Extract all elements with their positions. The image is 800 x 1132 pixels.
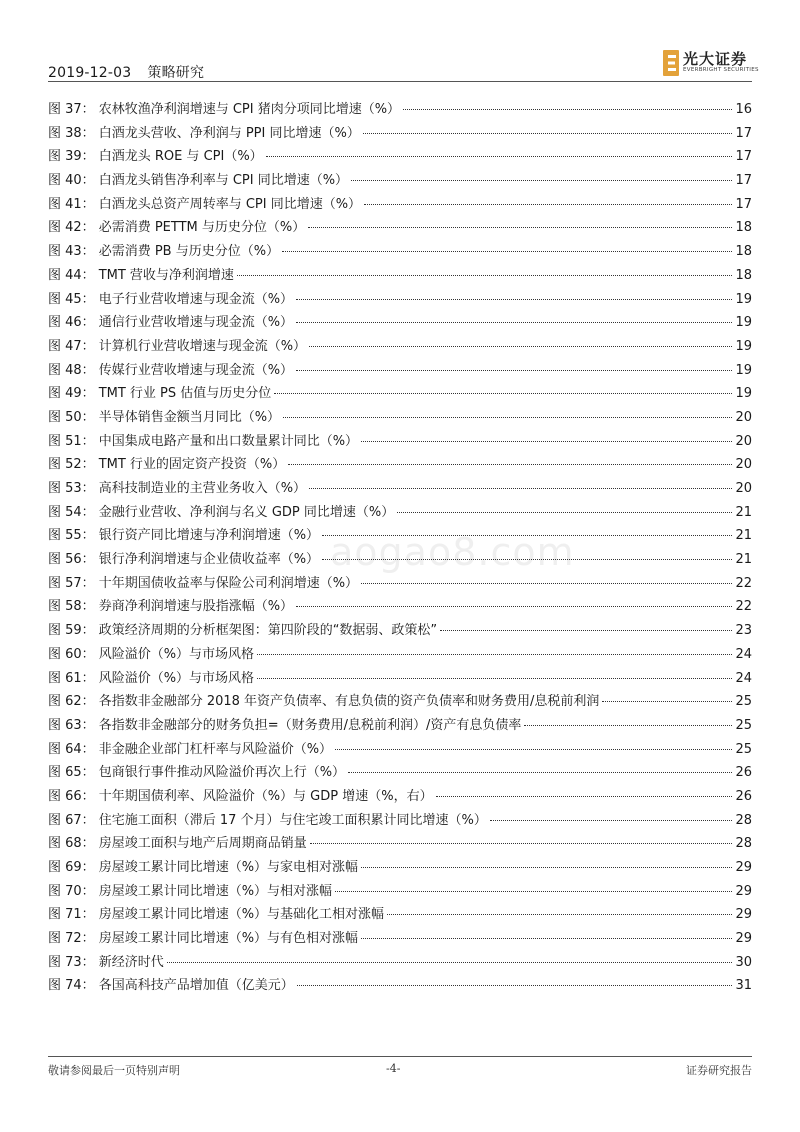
dot-leader — [403, 108, 732, 110]
toc-entry-label — [48, 288, 293, 312]
toc-entry[interactable] — [48, 572, 752, 596]
footer-report-label: 证券研究报告 — [686, 1064, 752, 1077]
toc-entry-label — [48, 477, 306, 501]
figure-title: 包商银行事件推动风险溢价再次上行（%） — [98, 765, 346, 781]
figure-number: 图 62： — [48, 694, 95, 710]
toc-entry-label — [48, 216, 305, 240]
figure-number: 图 53： — [48, 481, 95, 496]
figure-number: 图 66： — [48, 788, 95, 804]
toc-entry-label — [48, 524, 319, 548]
toc-entry[interactable] — [48, 667, 752, 691]
toc-entry-label — [48, 240, 279, 264]
toc-entry-label — [48, 335, 306, 359]
toc-page-number: 17 — [735, 125, 752, 141]
figure-title: 各国高科技产品增加值（亿美元） — [98, 978, 294, 994]
figure-title: 各指数非金融部分的财务负担=（财务费用/息税前利润）/资产有息负债率 — [98, 717, 522, 733]
figure-title: 白酒龙头营收、净利润与 PPI 同比增速（%） — [98, 125, 360, 141]
toc-entry[interactable] — [48, 974, 752, 998]
toc-entry[interactable] — [48, 785, 752, 809]
figure-number: 图 73： — [48, 954, 95, 970]
toc-entry-label — [48, 595, 293, 619]
figure-number: 图 50： — [48, 409, 95, 425]
toc-entry-label — [48, 122, 360, 146]
toc-entry-label — [48, 98, 400, 122]
toc-entry[interactable] — [48, 524, 752, 548]
toc-page-number: 16 — [735, 102, 752, 117]
figure-number: 图 43： — [48, 244, 95, 260]
dot-leader — [436, 795, 733, 797]
toc-entry-label — [48, 619, 437, 643]
figure-title: 房屋竣工累计同比增速（%）与家电相对涨幅 — [98, 860, 359, 875]
toc-entry-label — [48, 264, 234, 288]
dot-leader — [310, 842, 733, 844]
figure-number: 图 72： — [48, 931, 95, 947]
toc-entry-label — [48, 145, 263, 169]
figure-number: 图 52： — [48, 457, 95, 473]
toc-entry[interactable] — [48, 311, 752, 335]
dot-leader — [361, 440, 732, 442]
dot-leader — [297, 984, 733, 986]
dot-leader — [296, 605, 732, 607]
toc-entry-label — [48, 880, 332, 904]
dot-leader — [363, 132, 733, 134]
dot-leader — [322, 534, 732, 536]
toc-entry-label — [48, 382, 271, 406]
toc-entry-label — [48, 927, 358, 951]
figure-title: 房屋竣工累计同比增速（%）与相对涨幅 — [98, 883, 333, 899]
toc-page-number: 29 — [735, 883, 752, 899]
toc-page-number: 30 — [735, 954, 752, 970]
figure-number: 图 40： — [48, 173, 95, 189]
toc-entry[interactable] — [48, 145, 752, 169]
header-divider — [48, 81, 752, 82]
toc-page-number: 19 — [735, 362, 752, 378]
figure-title: 电子行业营收增速与现金流（%） — [98, 291, 294, 307]
figure-number: 图 55： — [48, 528, 95, 544]
toc-entry-label — [48, 501, 394, 525]
figure-number: 图 63： — [48, 717, 95, 733]
figure-number: 图 74： — [48, 978, 95, 994]
figure-number: 图 69： — [48, 860, 95, 875]
toc-entry-label — [48, 761, 345, 785]
figure-title: 中国集成电路产量和出口数量累计同比（%） — [98, 433, 359, 449]
figure-title: 传媒行业营收增速与现金流（%） — [98, 362, 294, 378]
dot-leader — [364, 203, 732, 205]
toc-page-number: 26 — [735, 788, 752, 804]
toc-page-number: 21 — [735, 528, 752, 544]
dot-leader — [361, 582, 732, 584]
dot-leader — [348, 771, 732, 773]
dot-leader — [361, 937, 732, 939]
dot-leader — [361, 866, 732, 868]
dot-leader — [440, 629, 732, 631]
toc-entry-label — [48, 311, 293, 335]
toc-entry[interactable] — [48, 880, 752, 904]
figure-number: 图 46： — [48, 315, 95, 331]
figure-number: 图 45： — [48, 291, 95, 307]
logo-subtitle: EVERBRIGHT SECURITIES — [683, 67, 759, 73]
toc-page-number: 23 — [735, 623, 752, 639]
toc-page-number: 20 — [735, 481, 752, 496]
toc-entry[interactable] — [48, 927, 752, 951]
figure-number: 图 39： — [48, 149, 95, 165]
toc-entry[interactable] — [48, 193, 752, 217]
figure-title: 农林牧渔净利润增速与 CPI 猪肉分项同比增速（%） — [98, 102, 401, 117]
figure-title: TMT 营收与净利润增速 — [98, 267, 234, 283]
toc-page-number: 29 — [735, 931, 752, 947]
toc-entry[interactable] — [48, 738, 752, 762]
toc-entry-label — [48, 193, 361, 217]
toc-page-number: 24 — [735, 646, 752, 662]
toc-entry[interactable] — [48, 264, 752, 288]
toc-entry[interactable] — [48, 951, 752, 975]
toc-page-number: 17 — [735, 149, 752, 165]
figure-title: 各指数非金融部分 2018 年资产负债率、有息负债的资产负债率和财务费用/息税前利润 — [98, 694, 600, 710]
toc-entry[interactable] — [48, 406, 752, 430]
figure-title: 房屋竣工累计同比增速（%）与基础化工相对涨幅 — [98, 907, 385, 923]
dot-leader — [335, 748, 732, 750]
figure-number: 图 68： — [48, 836, 95, 852]
toc-entry[interactable] — [48, 98, 752, 122]
toc-entry[interactable] — [48, 453, 752, 477]
figure-title: 风险溢价（%）与市场风格 — [98, 670, 255, 686]
figure-title: TMT 行业 PS 估值与历史分位 — [98, 386, 272, 402]
toc-entry[interactable] — [48, 903, 752, 927]
toc-entry[interactable] — [48, 430, 752, 454]
toc-page-number: 18 — [735, 267, 752, 283]
toc-page-number: 22 — [735, 575, 752, 591]
figure-title: 白酒龙头销售净利率与 CPI 同比增速（%） — [98, 173, 349, 189]
dot-leader — [288, 463, 732, 465]
toc-page-number: 31 — [735, 978, 752, 994]
dot-leader — [237, 274, 733, 276]
dot-leader — [296, 298, 732, 300]
figure-number: 图 41： — [48, 196, 95, 212]
toc-entry[interactable] — [48, 690, 752, 714]
toc-entry-label — [48, 430, 358, 454]
toc-entry-label — [48, 406, 280, 430]
toc-page-number: 20 — [735, 433, 752, 449]
figure-number: 图 70： — [48, 883, 95, 899]
figure-number: 图 38： — [48, 125, 95, 141]
dot-leader — [397, 511, 732, 513]
figure-title: 白酒龙头总资产周转率与 CPI 同比增速（%） — [98, 196, 362, 212]
figure-number: 图 67： — [48, 812, 95, 828]
dot-leader — [274, 392, 732, 394]
figure-number: 图 47： — [48, 338, 95, 354]
dot-leader — [296, 369, 732, 371]
dot-leader — [387, 913, 732, 915]
figure-number: 图 48： — [48, 362, 95, 378]
toc-page-number: 28 — [735, 836, 752, 852]
toc-page-number: 24 — [735, 670, 752, 686]
toc-page-number: 18 — [735, 220, 752, 236]
toc-page-number: 29 — [735, 907, 752, 923]
figure-number: 图 65： — [48, 765, 95, 781]
toc-page-number: 17 — [735, 173, 752, 189]
toc-entry-label — [48, 785, 433, 809]
toc-entry[interactable] — [48, 359, 752, 383]
figure-title: 房屋竣工面积与地产后周期商品销量 — [98, 836, 307, 852]
toc-entry-label — [48, 548, 319, 572]
toc-entry[interactable] — [48, 335, 752, 359]
dot-leader — [257, 677, 732, 679]
logo-name: 光大证券 — [683, 50, 748, 68]
figure-title: 必需消费 PETTM 与历史分位（%） — [98, 220, 306, 236]
toc-entry-label — [48, 169, 348, 193]
dot-leader — [167, 961, 733, 963]
toc-entry-label — [48, 856, 358, 880]
dot-leader — [351, 179, 732, 181]
toc-entry-label — [48, 359, 293, 383]
dot-leader — [266, 155, 733, 157]
everbright-logo-icon — [663, 50, 679, 76]
footer-disclaimer: 敬请参阅最后一页特别声明 — [48, 1064, 180, 1077]
figure-number: 图 58： — [48, 599, 95, 615]
figure-title: 风险溢价（%）与市场风格 — [98, 646, 255, 662]
toc-entry-label — [48, 974, 294, 998]
toc-entry-label — [48, 903, 384, 927]
toc-page-number: 19 — [735, 386, 752, 402]
toc-page-number: 25 — [735, 741, 752, 757]
toc-entry-label — [48, 714, 521, 738]
toc-entry[interactable] — [48, 169, 752, 193]
toc-page-number: 19 — [735, 315, 752, 331]
toc-entry[interactable] — [48, 643, 752, 667]
toc-entry-label — [48, 832, 307, 856]
figure-number: 图 42： — [48, 220, 95, 236]
figure-number: 图 71： — [48, 907, 95, 923]
toc-entry[interactable] — [48, 240, 752, 264]
toc-page-number: 25 — [735, 694, 752, 710]
dot-leader — [309, 487, 732, 489]
toc-entry[interactable] — [48, 477, 752, 501]
toc-entry[interactable] — [48, 382, 752, 406]
toc-entry-label — [48, 453, 285, 477]
dot-leader — [282, 250, 732, 252]
toc-entry-label — [48, 572, 358, 596]
toc-page-number: 20 — [735, 457, 752, 473]
toc-entry[interactable] — [48, 548, 752, 572]
toc-page-number: 22 — [735, 599, 752, 615]
toc-entry-label — [48, 738, 332, 762]
dot-leader — [524, 724, 732, 726]
dot-leader — [322, 558, 732, 560]
toc-entry[interactable] — [48, 595, 752, 619]
dot-leader — [335, 890, 732, 892]
toc-entry[interactable] — [48, 122, 752, 146]
header-meta — [48, 62, 204, 82]
footer-divider — [48, 1056, 752, 1057]
figure-title: 必需消费 PB 与历史分位（%） — [98, 244, 280, 260]
figure-title: 券商净利润增速与股指涨幅（%） — [98, 599, 294, 615]
dot-leader — [490, 819, 733, 821]
figure-number: 图 51： — [48, 433, 95, 449]
toc-page-number: 21 — [735, 552, 752, 568]
toc-page-number: 28 — [735, 812, 752, 828]
figure-title: 住宅施工面积（滞后 17 个月）与住宅竣工面积累计同比增速（%） — [98, 812, 487, 828]
report-type: 策略研究 — [147, 65, 205, 81]
watermark: aogao8.com — [330, 530, 575, 574]
figure-number: 图 56： — [48, 552, 95, 568]
toc-page-number: 17 — [735, 196, 752, 212]
dot-leader — [296, 321, 732, 323]
toc-entry[interactable] — [48, 288, 752, 312]
toc-page-number: 26 — [735, 765, 752, 781]
toc-entry-label — [48, 667, 254, 691]
figure-title: 十年期国债收益率与保险公司利润增速（%） — [98, 575, 359, 591]
figure-title: 金融行业营收、净利润与名义 GDP 同比增速（%） — [98, 504, 395, 520]
toc-page-number: 19 — [735, 338, 752, 354]
figure-number: 图 44： — [48, 267, 95, 283]
figure-title: 半导体销售金额当月同比（%） — [98, 409, 281, 425]
figure-title: 高科技制造业的主营业务收入（%） — [98, 481, 307, 496]
dot-leader — [602, 700, 732, 702]
toc-entry[interactable] — [48, 714, 752, 738]
figure-title: 白酒龙头 ROE 与 CPI（%） — [98, 149, 263, 165]
figure-title: 十年期国债利率、风险溢价（%）与 GDP 增速（%，右） — [98, 788, 433, 804]
toc-page-number: 20 — [735, 409, 752, 425]
figure-index-list — [48, 98, 752, 998]
toc-page-number: 18 — [735, 244, 752, 260]
toc-entry[interactable] — [48, 216, 752, 240]
figure-title: TMT 行业的固定资产投资（%） — [98, 457, 286, 473]
toc-entry[interactable] — [48, 856, 752, 880]
toc-page-number: 29 — [735, 860, 752, 875]
figure-number: 图 57： — [48, 575, 95, 591]
figure-number: 图 37： — [48, 102, 95, 117]
toc-entry-label — [48, 690, 599, 714]
figure-number: 图 64： — [48, 741, 95, 757]
toc-entry[interactable] — [48, 501, 752, 525]
dot-leader — [257, 653, 732, 655]
toc-page-number: 19 — [735, 291, 752, 307]
figure-title: 非金融企业部门杠杆率与风险溢价（%） — [98, 741, 333, 757]
toc-entry-label — [48, 643, 254, 667]
toc-entry[interactable] — [48, 809, 752, 833]
figure-number: 图 49： — [48, 386, 95, 402]
dot-leader — [283, 416, 732, 418]
toc-entry-label — [48, 809, 487, 833]
figure-title: 政策经济周期的分析框架图：第四阶段的“数据弱、政策松” — [98, 623, 438, 639]
figure-number: 图 61： — [48, 670, 95, 686]
figure-title: 银行净利润增速与企业债收益率（%） — [98, 552, 320, 568]
toc-entry[interactable] — [48, 832, 752, 856]
page-number: -4- — [386, 1062, 401, 1075]
figure-number: 图 59： — [48, 623, 95, 639]
dot-leader — [308, 226, 732, 228]
figure-number: 图 60： — [48, 646, 95, 662]
toc-entry[interactable] — [48, 619, 752, 643]
dot-leader — [309, 345, 732, 347]
toc-page-number: 25 — [735, 717, 752, 733]
figure-title: 银行资产同比增速与净利润增速（%） — [98, 528, 320, 544]
toc-entry-label — [48, 951, 164, 975]
report-date: 2019-12-03 — [48, 65, 132, 81]
company-logo — [663, 48, 759, 78]
figure-number: 图 54： — [48, 504, 95, 520]
figure-title: 新经济时代 — [98, 954, 164, 970]
toc-entry[interactable] — [48, 761, 752, 785]
figure-title: 房屋竣工累计同比增速（%）与有色相对涨幅 — [98, 931, 359, 947]
toc-page-number: 21 — [735, 504, 752, 520]
figure-title: 通信行业营收增速与现金流（%） — [98, 315, 294, 331]
figure-title: 计算机行业营收增速与现金流（%） — [98, 338, 307, 354]
